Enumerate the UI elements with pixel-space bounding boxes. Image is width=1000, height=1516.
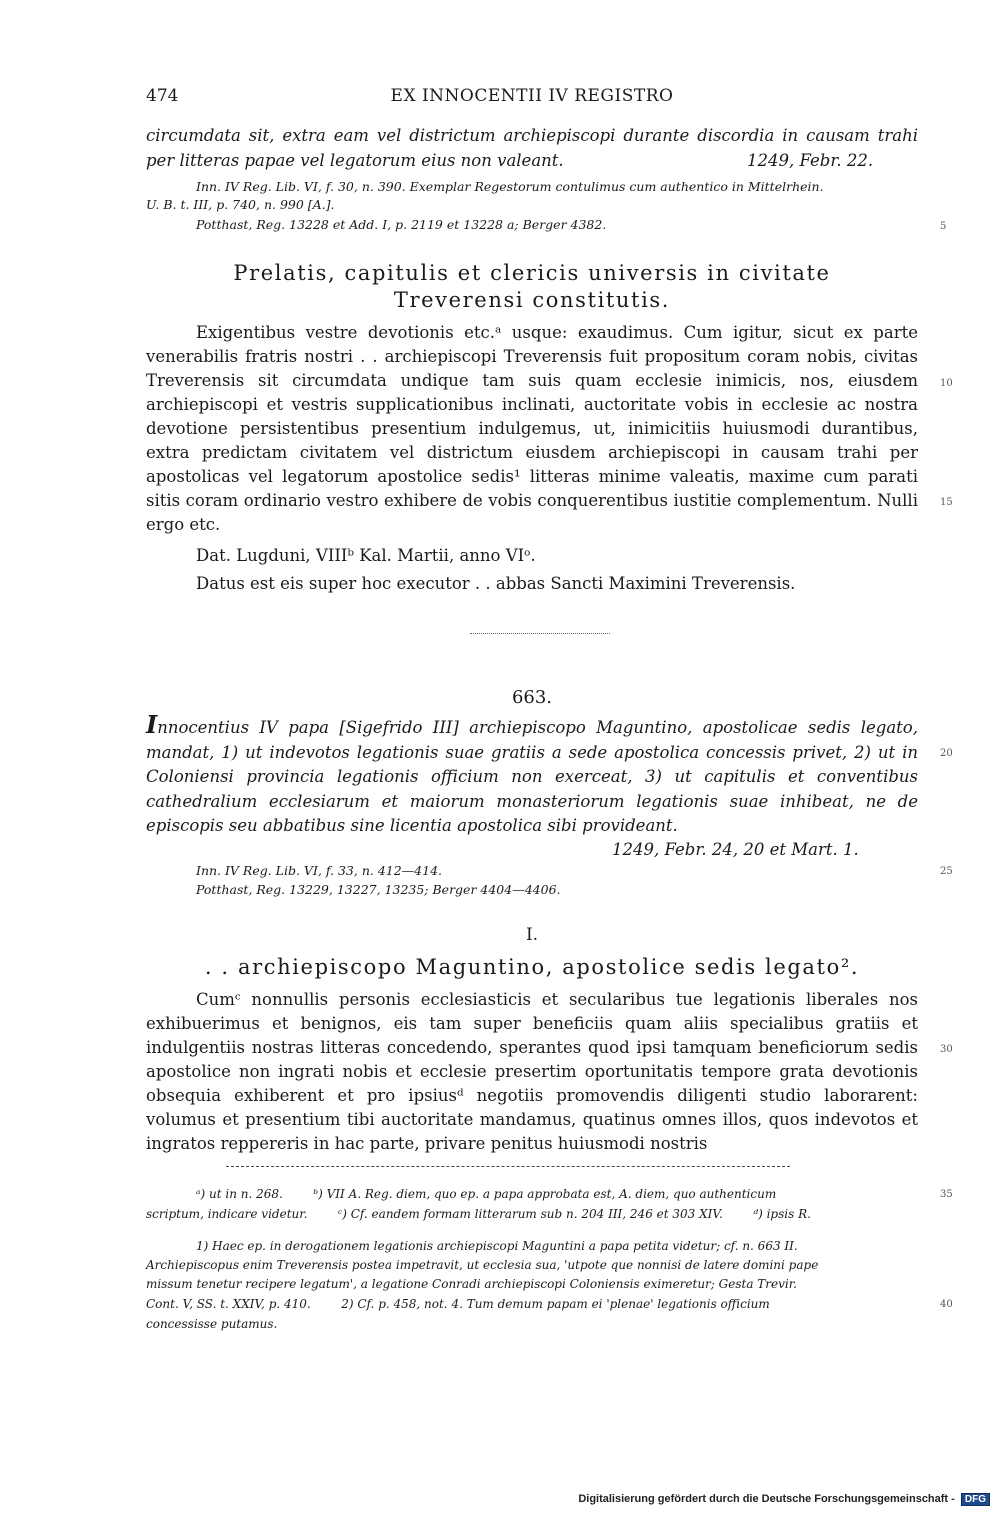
apparatus-line1: ᵃ) ut in n. 268. ᵇ) VII A. Reg. diem, quo ep. a papa approbata est, A. diem, quo authenticum: [196, 1187, 777, 1201]
prev-doc-line2: per litteras papae vel legatorum eius non valeant.: [146, 151, 564, 170]
document-source2: Potthast, Reg. 13229, 13227, 13235; Berger 4404—4406.: [196, 882, 561, 897]
section-number: I.: [525, 925, 539, 945]
footnote-line3: missum tenetur recipere legatum', a legatione Conradi archiepiscopi Coloniensis eximeretur; Gesta Trevir.: [146, 1277, 797, 1291]
prev-doc-dat: Dat. Lugduni, VIIIᵇ Kal. Martii, anno VIᵒ.: [196, 546, 536, 565]
line-number: 15: [940, 497, 953, 508]
document-source1: Inn. IV Reg. Lib. VI, f. 33, n. 412—414.: [196, 863, 443, 878]
prev-doc-datus: Datus est eis super hoc executor . . abbas Sancti Maximini Treverensis.: [196, 574, 796, 593]
prev-doc-source2: U. B. t. III, p. 740, n. 990 [A.].: [146, 197, 335, 212]
footnote-line1: 1) Haec ep. in derogationem legationis archiepiscopi Maguntini a papa petita videtur; cf. n. 663 II.: [196, 1239, 798, 1253]
line-number: 20: [940, 748, 953, 759]
dfg-logo: DFG: [961, 1493, 990, 1506]
prev-doc-line1: circumdata sit, extra eam vel districtum archiepiscopi durante discordia in causam trahi: [146, 126, 918, 145]
line-number: 25: [940, 866, 953, 877]
footnote-line2: Archiepiscopus enim Treverensis postea impetravit, ut ecclesia sua, 'utpote que nonnisi de latere domini pape: [146, 1258, 819, 1272]
line-number: 5: [940, 221, 947, 232]
page-number: 474: [146, 86, 179, 106]
separator: [470, 633, 610, 634]
prev-doc-heading1: Prelatis, capitulis et clericis universis in civitate: [233, 261, 831, 285]
apparatus-rule: [226, 1166, 790, 1167]
footer-text: Digitalisierung gefördert durch die Deutsche Forschungsgemeinschaft -: [578, 1493, 955, 1505]
section-heading: . . archiepiscopo Maguntino, apostolice sedis legato².: [204, 955, 860, 979]
prev-doc-heading2: Treverensi constitutis.: [393, 288, 671, 312]
digitization-footer: [578, 1493, 990, 1506]
line-number: 40: [940, 1299, 953, 1310]
line-number: 30: [940, 1044, 953, 1055]
running-title: EX INNOCENTII IV REGISTRO: [390, 86, 674, 106]
initial-letter: I: [146, 710, 158, 739]
prev-doc-paragraph: Exigentibus vestre devotionis etc.ᵃ usque: exaudimus. Cum igitur, sicut ex parte venerabilis fratris nostri . . archiepiscopi Treverensis fuit propositum coram nobis, civitas Treverensis sit circumdata undique tam suis quam ecclesie inimicis, nos, eiusdem archiepiscopi et vestris supplicationibus inclinati, auctoritate vobis in ecclesie ac nostra devotione persistentibus presentium indulgemus, ut, inimicitiis huiusmodi durantibus, extra predictam civitatem vel districtum eiusdem archiepiscopi in causam trahi per apostolicas vel legatorum apostolice sedis¹ litteras minime valeatis, maxime cum parati sitis coram ordinario vestro exhibere de vobis conquerentibus iustitie complementum. Nulli ergo etc.: [146, 323, 918, 534]
document-date: 1249, Febr. 24, 20 et Mart. 1.: [612, 840, 859, 859]
summary-text: nnocentius IV papa [Sigefrido III] archiepiscopo Maguntino, apostolicae sedis legato, mandat, 1) ut indevotos legationis suae gratiis a sede apostolica concessis privet, 2) ut in Coloniensi provincia legationis officium non exerceat, 3) ut capitulis et conventibus cathedralium ecclesiarum et maiorum monasteriorum legationis suae inhibeat, ne de episcopis seu abbatibus sine licentia apostolica sibi provideant.: [146, 718, 918, 835]
prev-doc-source1: Inn. IV Reg. Lib. VI, f. 30, n. 390. Exemplar Regestorum contulimus cum authentico in Mittelrhein.: [196, 179, 824, 194]
running-head: [146, 86, 918, 108]
document-summary: [146, 710, 918, 839]
apparatus-line2: scriptum, indicare videtur. ᶜ) Cf. eandem formam litterarum sub n. 204 III, 246 et 303 XIV. ᵈ) ipsis R.: [146, 1207, 811, 1221]
document-number: 663.: [511, 687, 553, 708]
prev-doc-date: 1249, Febr. 22.: [747, 151, 874, 170]
prev-doc-source3: Potthast, Reg. 13228 et Add. I, p. 2119 et 13228 a; Berger 4382.: [196, 217, 607, 232]
line-number: 10: [940, 378, 953, 389]
footnote-line5: concessisse putamus.: [146, 1317, 278, 1331]
section-paragraph: Cumᶜ nonnullis personis ecclesiasticis et secularibus tue legationis liberales nos exhibuerimus et benignos, eis tam super beneficiis quam aliis specialibus gratiis et indulgentiis nostras litteras concedendo, sperantes quod ipsi tamquam beneficiorum sedis apostolice non ingrati nobis et ecclesie presertim oportunitatis tempore grata devotionis obsequia exhiberent et pro ipsiusᵈ negotiis promovendis diligenti studio laborarent: volumus et presentium tibi auctoritate mandamus, quatinus omnes illos, quos indevotos et ingratos reppereris in hac parte, privare penitus huiusmodi nostris: [146, 990, 918, 1153]
footnote-line4: Cont. V, SS. t. XXIV, p. 410. 2) Cf. p. 458, not. 4. Tum demum papam ei 'plenae' legationis officium: [146, 1297, 770, 1311]
line-number: 35: [940, 1189, 953, 1200]
